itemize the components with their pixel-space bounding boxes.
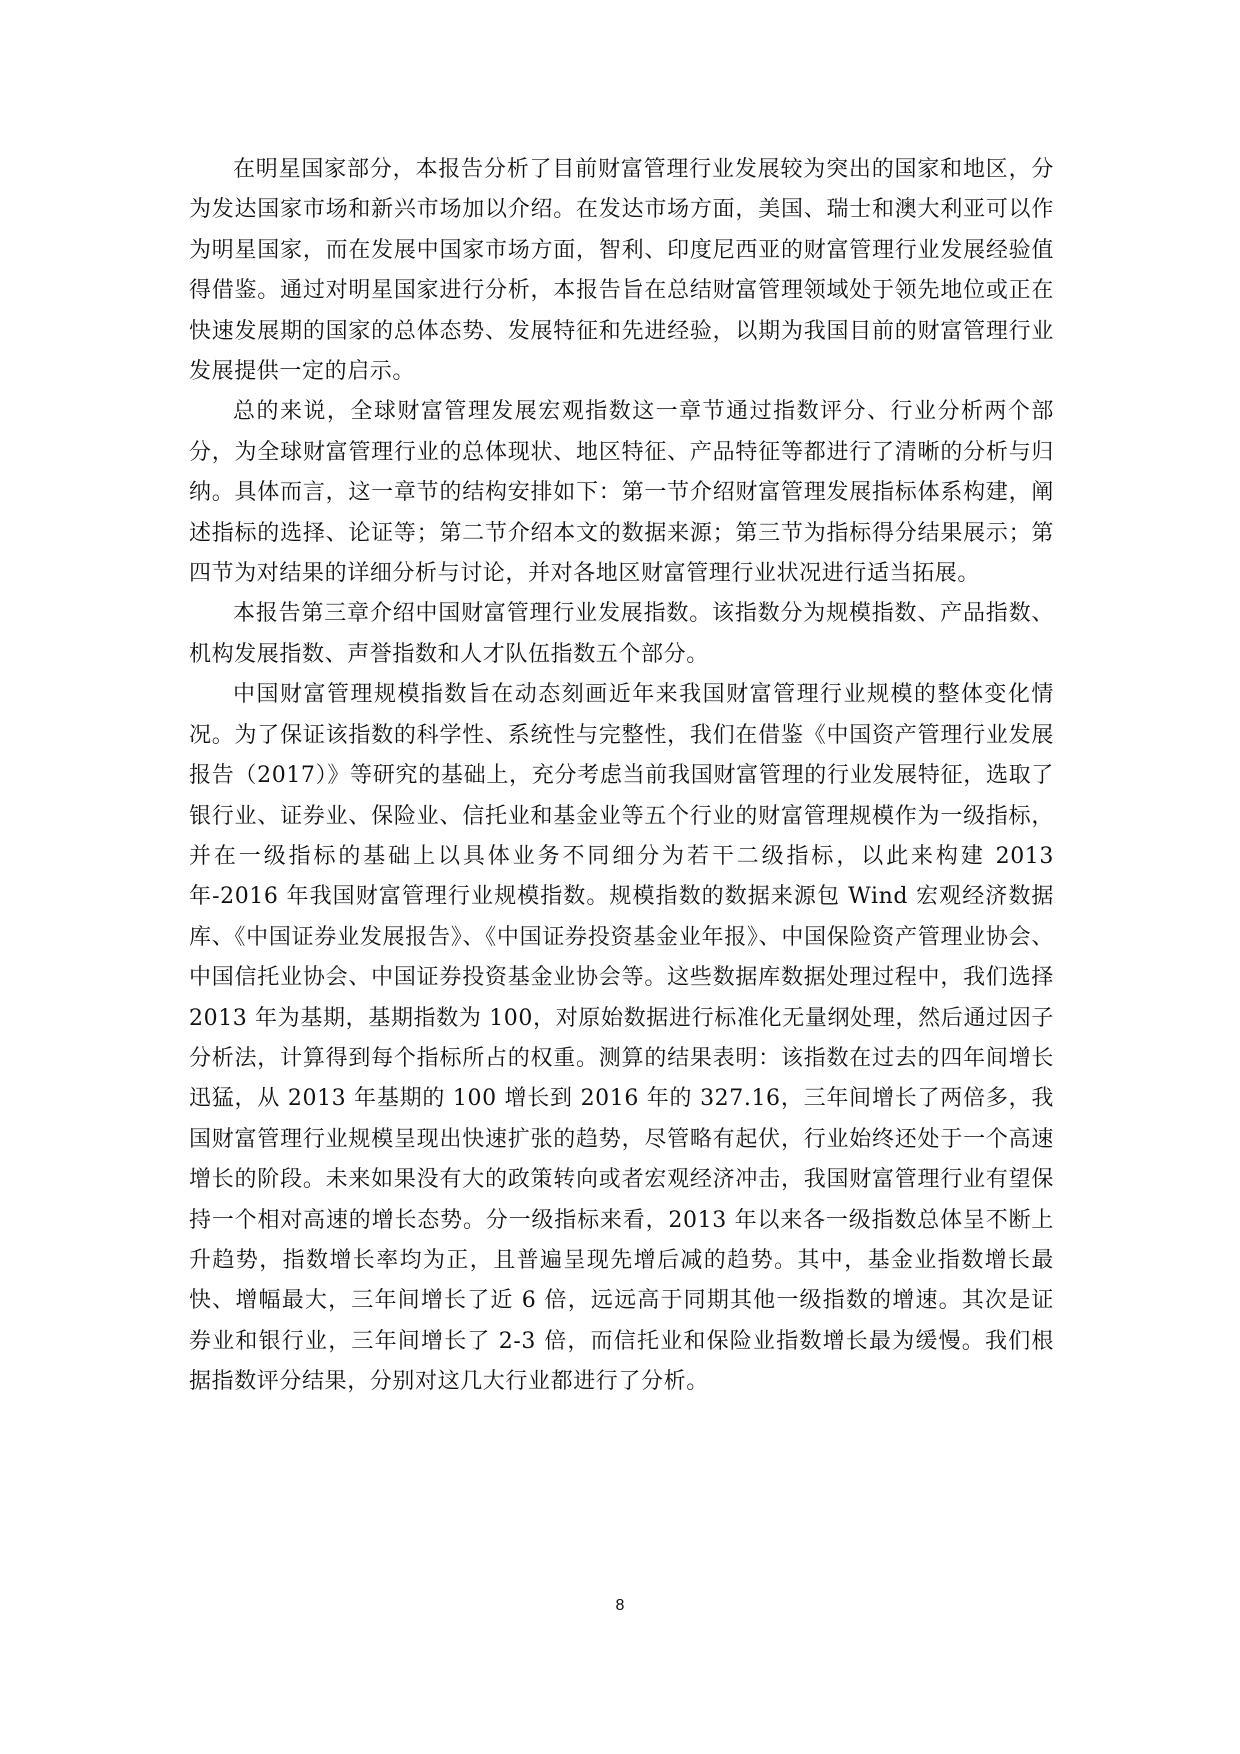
paragraph-star-countries: 在明星国家部分，本报告分析了目前财富管理行业发展较为突出的国家和地区，分为发达国家市场和新兴市场加以介绍。在发达市场方面，美国、瑞士和澳大利亚可以作为明星国家，而在发展中国家市场方面，智利、印度尼西亚的财富管理行业发展经验值得借鉴。通过对明星国家进行分析，本报告旨在总结财富管理领域处于领先地位或正在快速发展期的国家的总体态势、发展特征和先进经验，以期为我国目前的财富管理行业发展提供一定的启示。 [189,157,1054,385]
page-number: 8 [615,1597,625,1614]
paragraph-global-index-summary: 总的来说，全球财富管理发展宏观指数这一章节通过指数评分、行业分析两个部分，为全球财富管理行业的总体现状、地区特征、产品特征等都进行了清晰的分析与归纳。具体而言，这一章节的结构安排如下：第一节介绍财富管理发展指标体系构建，阐述指标的选择、论证等；第二节介绍本文的数据来源；第三节为指标得分结果展示；第四节为对结果的详细分析与讨论，并对各地区财富管理行业状况进行适当拓展。 [189,399,1054,587]
body-text [189,150,1054,1403]
paragraph-scale-index: 中国财富管理规模指数旨在动态刻画近年来我国财富管理行业规模的整体变化情况。为了保证该指数的科学性、系统性与完整性，我们在借鉴《中国资产管理行业发展报告（2017）》等研究的基础上，充分考虑当前我国财富管理的行业发展特征，选取了银行业、证券业、保险业、信托业和基金业等五个行业的财富管理规模作为一级指标，并在一级指标的基础上以具体业务不同细分为若干二级指标，以此来构建 2013 年-2016 年我国财富管理行业规模指数。规模指数的数据来源包 Wind 宏观经济数据库、《中国证券业发展报告》、《中国证券投资基金业年报》、中国保险资产管理业协会、中国信托业协会、中国证券投资基金业协会等。这些数据库数据处理过程中，我们选择 2013 年为基期，基期指数为 100，对原始数据进行标准化无量纲处理，然后通过因子分析法，计算得到每个指标所占的权重。测算的结果表明：该指数在过去的四年间增长迅猛，从 2013 年基期的 100 增长到 2016 年的 327.16，三年间增长了两倍多，我国财富管理行业规模呈现出快速扩张的趋势，尽管略有起伏，行业始终还处于一个高速增长的阶段。未来如果没有大的政策转向或者宏观经济冲击，我国财富管理行业有望保持一个相对高速的增长态势。分一级指标来看，2013 年以来各一级指数总体呈不断上升趋势，指数增长率均为正，且普遍呈现先增后减的趋势。其中，基金业指数增长最快、增幅最大，三年间增长了近 6 倍，远远高于同期其他一级指数的增速。其次是证券业和银行业，三年间增长了 2-3 倍，而信托业和保险业指数增长最为缓慢。我们根据指数评分结果，分别对这几大行业都进行了分析。 [189,682,1054,1395]
paragraph-chapter-three-intro: 本报告第三章介绍中国财富管理行业发展指数。该指数分为规模指数、产品指数、机构发展指数、声誉指数和人才队伍指数五个部分。 [189,601,1054,667]
